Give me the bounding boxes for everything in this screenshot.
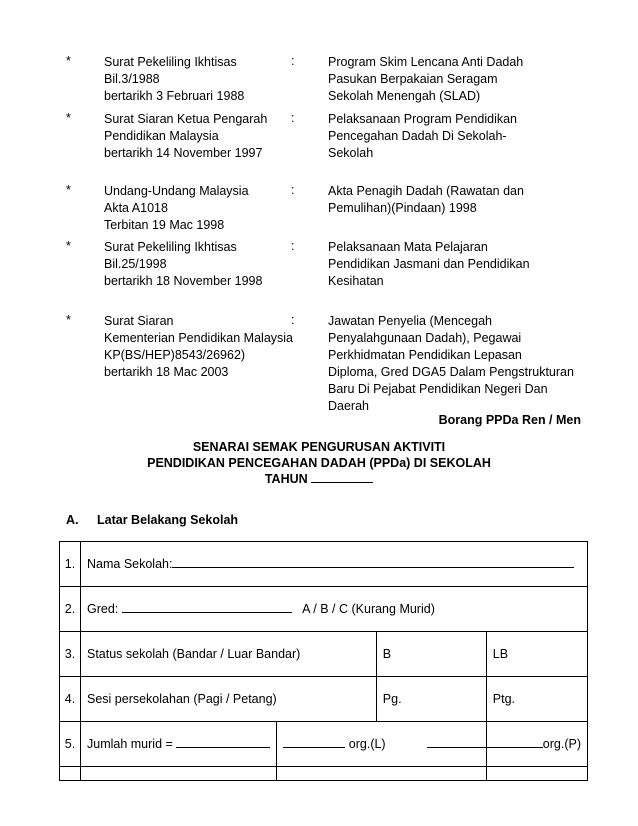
- reference-document-line: Bil.25/1998: [104, 257, 167, 271]
- grade-cell: [81, 587, 588, 632]
- reference-bullet: *: [66, 183, 71, 197]
- section-heading: [66, 513, 239, 527]
- reference-colon: :: [291, 183, 295, 197]
- reference-colon: :: [291, 313, 295, 327]
- reference-document: [104, 111, 267, 162]
- reference-document: [104, 54, 244, 105]
- reference-description-line: Sekolah Menengah (SLAD): [328, 89, 481, 103]
- table-row: [60, 767, 588, 781]
- school-background-table: [59, 541, 588, 781]
- male-students-label: org.(L): [348, 737, 386, 751]
- row-number: 3.: [60, 632, 81, 677]
- section-letter: A.: [66, 513, 79, 527]
- school-name-label: Nama Sekolah:: [87, 557, 173, 571]
- row-number: 1.: [60, 542, 81, 587]
- reference-document-line: Pendidikan Malaysia: [104, 129, 219, 143]
- year-label: TAHUN: [264, 472, 308, 486]
- reference-document-line: bertarikh 3 Februari 1988: [104, 89, 245, 103]
- reference-document-line: Akta A1018: [104, 201, 168, 215]
- reference-description-line: Daerah: [328, 399, 369, 413]
- school-name-cell: [81, 542, 588, 587]
- reference-document-line: Surat Pekeliling Ikhtisas: [104, 240, 237, 254]
- reference-document: [104, 183, 249, 234]
- title-line-2: PENDIDIKAN PENCEGAHAN DADAH (PPDa) DI SEKOLAH: [147, 456, 491, 470]
- reference-document-line: Kementerian Pendidikan Malaysia: [104, 331, 293, 345]
- table-row: [60, 542, 588, 587]
- empty-cell: [60, 767, 81, 781]
- reference-colon: :: [291, 111, 295, 125]
- reference-document-line: bertarikh 18 Mac 2003: [104, 365, 229, 379]
- reference-description-line: Pasukan Berpakaian Seragam: [328, 72, 498, 86]
- reference-document-line: Surat Pekeliling Ikhtisas: [104, 55, 237, 69]
- session-label: Sesi persekolahan (Pagi / Petang): [81, 677, 377, 722]
- reference-description-line: Pendidikan Jasmani dan Pendidikan: [328, 257, 530, 271]
- reference-document-line: bertarikh 14 November 1997: [104, 146, 263, 160]
- reference-document-line: KP(BS/HEP)8543/26962): [104, 348, 246, 362]
- reference-description-line: Perkhidmatan Pendidikan Lepasan: [328, 348, 522, 362]
- reference-description: [328, 183, 524, 217]
- reference-description-line: Penyalahgunaan Dadah), Pegawai: [328, 331, 522, 345]
- reference-colon: :: [291, 54, 295, 68]
- status-option-lb[interactable]: LB: [486, 632, 587, 677]
- session-option-pg[interactable]: Pg.: [376, 677, 486, 722]
- reference-description: [328, 313, 574, 415]
- school-name-blank[interactable]: [172, 567, 574, 568]
- reference-description-line: Kesihatan: [328, 274, 384, 288]
- reference-document-line: Bil.3/1988: [104, 72, 160, 86]
- reference-bullet: *: [66, 54, 71, 68]
- reference-colon: :: [291, 239, 295, 253]
- row-number: 4.: [60, 677, 81, 722]
- reference-document-line: bertarikh 18 November 1998: [104, 274, 263, 288]
- reference-description: [328, 239, 530, 290]
- year-blank[interactable]: [311, 482, 373, 483]
- reference-description-line: Akta Penagih Dadah (Rawatan dan: [328, 184, 524, 198]
- table-row: [60, 632, 588, 677]
- title-line-1: SENARAI SEMAK PENGURUSAN AKTIVITI: [192, 440, 446, 454]
- reference-document-line: Undang-Undang Malaysia: [104, 184, 249, 198]
- grade-options: A / B / C (Kurang Murid): [302, 602, 435, 616]
- empty-cell: [486, 767, 587, 781]
- section-title: Latar Belakang Sekolah: [97, 513, 239, 527]
- male-students-cell: [277, 722, 487, 767]
- session-option-ptg[interactable]: Ptg.: [486, 677, 587, 722]
- reference-bullet: *: [66, 313, 71, 327]
- reference-bullet: *: [66, 111, 71, 125]
- reference-document-line: Surat Siaran Ketua Pengarah: [104, 112, 268, 126]
- female-students-cell: [486, 722, 587, 767]
- table-row: [60, 677, 588, 722]
- female-students-label: org.(P): [542, 737, 581, 751]
- reference-description-line: Baru Di Pejabat Pendidikan Negeri Dan: [328, 382, 548, 396]
- total-students-cell: [81, 722, 277, 767]
- status-label: Status sekolah (Bandar / Luar Bandar): [81, 632, 377, 677]
- grade-label: Gred:: [87, 602, 119, 616]
- form-code: Borang PPDa Ren / Men: [438, 413, 581, 427]
- empty-cell: [277, 767, 487, 781]
- reference-document: [104, 239, 262, 290]
- reference-description-line: Diploma, Gred DGA5 Dalam Pengstrukturan: [328, 365, 574, 379]
- page-title: [0, 439, 638, 487]
- reference-description-line: Pemulihan)(Pindaan) 1998: [328, 201, 477, 215]
- row-number: 5.: [60, 722, 81, 767]
- table-row: [60, 587, 588, 632]
- reference-document-line: Terbitan 19 Mac 1998: [104, 218, 225, 232]
- reference-description-line: Program Skim Lencana Anti Dadah: [328, 55, 524, 69]
- reference-document-line: Surat Siaran: [104, 314, 174, 328]
- reference-description: [328, 111, 517, 162]
- total-students-label: Jumlah murid =: [87, 737, 173, 751]
- reference-description: [328, 54, 523, 105]
- reference-description-line: Pelaksanaan Program Pendidikan: [328, 112, 518, 126]
- status-option-b[interactable]: B: [376, 632, 486, 677]
- reference-description-line: Pencegahan Dadah Di Sekolah-: [328, 129, 507, 143]
- reference-description-line: Pelaksanaan Mata Pelajaran: [328, 240, 488, 254]
- reference-description-line: Sekolah: [328, 146, 374, 160]
- total-students-blank[interactable]: [176, 747, 270, 748]
- title-line-3: [0, 471, 638, 487]
- grade-blank[interactable]: [122, 612, 292, 613]
- female-students-blank[interactable]: [427, 747, 543, 748]
- reference-bullet: *: [66, 239, 71, 253]
- reference-description-line: Jawatan Penyelia (Mencegah: [328, 314, 492, 328]
- reference-document: [104, 313, 293, 381]
- row-number: 2.: [60, 587, 81, 632]
- male-students-blank[interactable]: [283, 747, 345, 748]
- empty-cell: [81, 767, 277, 781]
- table-row: [60, 722, 588, 767]
